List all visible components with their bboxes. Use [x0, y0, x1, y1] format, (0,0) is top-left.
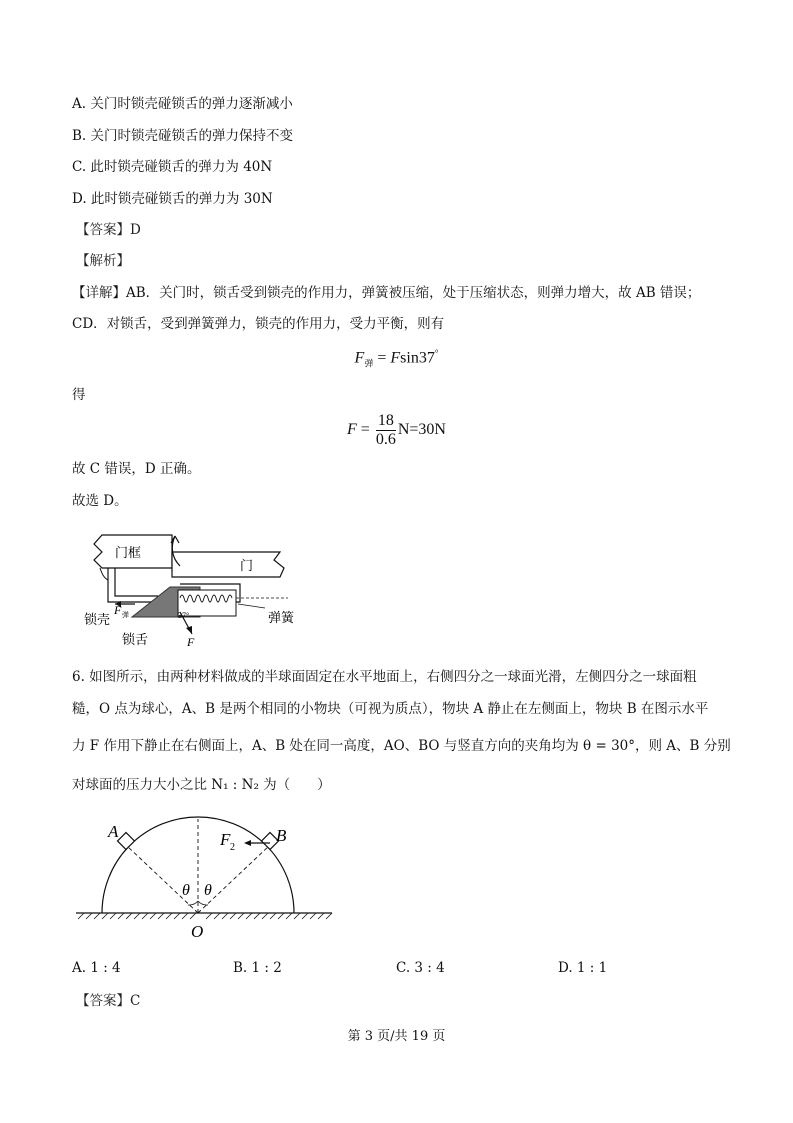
- q6-line-4: 对球面的压力大小之比 N₁ : N₂ 为（ ）: [72, 777, 331, 793]
- eq1-lhs: F: [354, 349, 365, 367]
- door-lock-figure: [80, 522, 310, 652]
- answer-label-1: 【答案】D: [76, 222, 141, 238]
- eq2-rhs: N=30N: [397, 421, 446, 439]
- force-f2-label: F: [220, 830, 231, 849]
- eq1-deg: °: [434, 348, 439, 358]
- eq2-numerator: 18: [377, 412, 394, 429]
- analysis-label: 【解析】: [76, 253, 130, 269]
- option-a: A. 关门时锁壳碰锁舌的弹力逐渐减小: [72, 96, 293, 112]
- lock-shell-label: 锁壳: [84, 612, 111, 627]
- spring-force-sub: 弹: [122, 611, 129, 619]
- de-label: 得: [72, 387, 86, 403]
- angle-37-label: 37°: [178, 611, 190, 620]
- q6-line-3: 力 F 作用下静止在右侧面上，A、B 处在同一高度，AO、BO 与竖直方向的夹角均为 θ = 30°，则 A、B 分别: [72, 738, 731, 754]
- detail-line-1: 【详解】AB．关门时，锁舌受到锁壳的作用力，弹簧被压缩，处于压缩状态，则弹力增大，故 AB 错误；: [72, 285, 701, 301]
- force-f2-sub: 2: [230, 842, 235, 853]
- equation-2: [0, 412, 793, 449]
- choice-a: A. 1 : 4: [72, 960, 121, 976]
- force-f-label: F: [187, 635, 195, 649]
- hemisphere-figure: [70, 815, 340, 945]
- label-a: A: [108, 822, 119, 841]
- label-o: O: [191, 922, 204, 941]
- q6-line-1: 6. 如图所示，由两种材料做成的半球面固定在水平地面上，右侧四分之一球面光滑，左侧四分之一球面粗: [72, 669, 697, 685]
- door-frame-label: 门框: [115, 545, 142, 560]
- eq1-eq: =: [373, 349, 391, 367]
- eq2-denominator: 0.6: [375, 431, 396, 448]
- q6-line-2: 糙，O 点为球心，A、B 是两个相同的小物块（可视为质点），物块 A 静止在左侧面上，物块 B 在图示水平: [72, 701, 709, 717]
- option-b: B. 关门时锁壳碰锁舌的弹力保持不变: [72, 128, 294, 144]
- eq1-sin: sin37: [400, 349, 435, 367]
- equation-1: [0, 348, 793, 370]
- choice-b: B. 1 : 2: [233, 960, 282, 976]
- conclusion-2: 故选 D。: [72, 493, 128, 509]
- eq1-rhs: F: [390, 349, 401, 367]
- eq2-fraction: [376, 412, 396, 449]
- page-footer: 第 3 页/共 19 页: [347, 1029, 446, 1044]
- option-c: C. 此时锁壳碰锁舌的弹力为 40N: [72, 159, 273, 175]
- label-b: B: [276, 826, 287, 845]
- door-label: 门: [240, 558, 254, 573]
- choice-c: C. 3 : 4: [396, 960, 445, 976]
- spring-label: 弹簧: [268, 610, 295, 625]
- eq2-eq: =: [356, 421, 374, 439]
- spring-force-label: F: [114, 603, 122, 617]
- choice-d: D. 1 : 1: [558, 960, 608, 976]
- answer-label-2: 【答案】C: [76, 993, 141, 1009]
- theta-left-label: θ: [182, 882, 190, 899]
- eq2-lhs: F: [347, 421, 357, 439]
- theta-right-label: θ: [204, 882, 212, 899]
- eq1-lhs-sub: 弹: [364, 358, 374, 369]
- detail-line-2: CD．对锁舌，受到弹簧弹力，锁壳的作用力，受力平衡，则有: [72, 316, 445, 332]
- conclusion-1: 故 C 错误，D 正确。: [72, 461, 201, 477]
- option-d: D. 此时锁壳碰锁舌的弹力为 30N: [72, 191, 273, 207]
- lock-tongue-label: 锁舌: [122, 632, 149, 647]
